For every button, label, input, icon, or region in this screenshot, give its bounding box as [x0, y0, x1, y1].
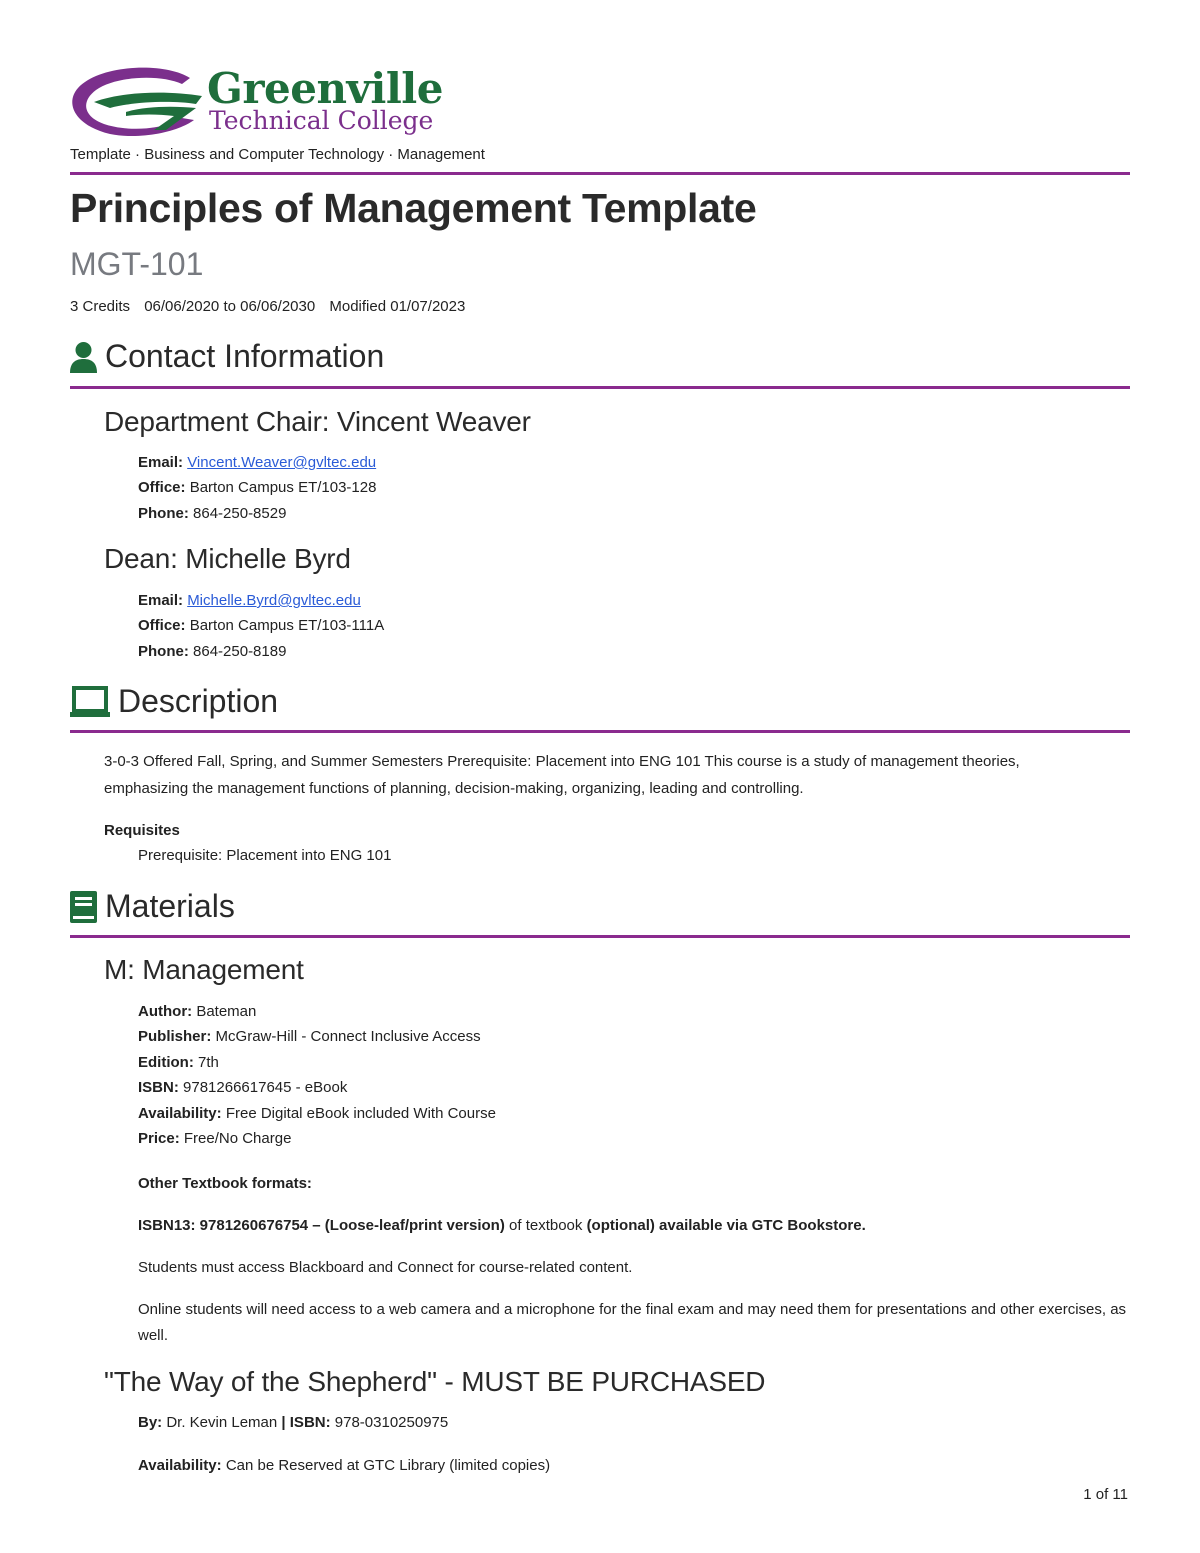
chair-office-row [138, 475, 376, 500]
book1-heading: M: Management [104, 954, 304, 985]
author: Bateman [196, 1003, 257, 1020]
book2-heading: "The Way of the Shepherd" - MUST BE PURCHASED [104, 1366, 766, 1397]
page-title: Principles of Management Template [70, 185, 757, 231]
laptop-icon [70, 686, 110, 718]
isbn13-line [138, 1213, 1128, 1239]
book2-availability-line [138, 1453, 550, 1478]
chair-email-link[interactable]: Vincent.Weaver@gvltec.edu [187, 454, 377, 471]
availability-label: Availability: [138, 1104, 222, 1122]
publisher: McGraw-Hill - Connect Inclusive Access [215, 1028, 481, 1046]
course-meta [70, 298, 475, 315]
price-row [138, 1126, 496, 1151]
dean-office-row [138, 613, 384, 638]
materials-section-heading [70, 888, 235, 925]
requisites-text: Prerequisite: Placement into ENG 101 [138, 847, 392, 864]
phone-label: Phone: [138, 504, 189, 522]
chair-office: Barton Campus ET/103-128 [189, 479, 377, 497]
chair-phone: 864-250-8529 [193, 504, 287, 522]
price-label: Price: [138, 1130, 180, 1148]
publisher-label: Publisher: [138, 1028, 212, 1046]
isbn: 9781266617645 - eBook [183, 1079, 348, 1097]
description-divider [70, 730, 1130, 733]
book2-availability: Can be Reserved at GTC Library (limited copies) [225, 1457, 551, 1474]
dean-details [138, 588, 384, 664]
logo-name-line2: Technical College [209, 106, 434, 135]
contact-divider [70, 386, 1130, 389]
book2-author-line [138, 1410, 448, 1435]
by-label: By: [138, 1414, 163, 1431]
office-label: Office: [138, 479, 186, 497]
contact-heading-text: Contact Information [105, 338, 385, 374]
availability-row [138, 1101, 496, 1126]
author-label: Author: [138, 1003, 193, 1020]
isbn13-bold: ISBN13: 9781260676754 – (Loose-leaf/print version) [138, 1217, 505, 1234]
book2-author: Dr. Kevin Leman [162, 1414, 278, 1431]
price: Free/No Charge [183, 1130, 292, 1148]
breadcrumb: Template · Business and Computer Technology · Management [70, 146, 485, 163]
date-range: 06/06/2020 to 06/06/2030 [144, 298, 316, 315]
isbn-row [138, 1075, 496, 1100]
email-label: Email: [138, 592, 184, 609]
materials-heading-text: Materials [105, 888, 235, 924]
isbn-label: ISBN: [138, 1079, 179, 1097]
author-row [138, 999, 496, 1024]
edition-label: Edition: [138, 1053, 194, 1071]
dean-heading: Dean: Michelle Byrd [104, 543, 351, 574]
description-section-heading [70, 683, 278, 720]
book1-details [138, 999, 496, 1151]
dean-office: Barton Campus ET/103-111A [189, 617, 385, 635]
requisites-label: Requisites [104, 822, 180, 839]
dean-email-link[interactable]: Michelle.Byrd@gvltec.edu [187, 592, 361, 609]
description-heading-text: Description [118, 683, 279, 719]
office-label: Office: [138, 617, 186, 635]
phone-label: Phone: [138, 642, 189, 660]
description-text: 3-0-3 Offered Fall, Spring, and Summer Semesters Prerequisite: Placement into ENG 101 This course is a study of management theories, emphasizing the management functions of planning, decision-making, organizing, leading and controlling. [104, 753, 1020, 797]
note-blackboard: Students must access Blackboard and Connect for course-related content. [138, 1259, 633, 1276]
logo-name-line1: Greenville [207, 64, 443, 113]
credits: 3 Credits [70, 298, 131, 315]
chair-details [138, 450, 376, 526]
isbn13-bold2: (optional) available via GTC Bookstore. [586, 1217, 866, 1234]
email-label: Email: [138, 454, 184, 471]
contact-section-heading [70, 338, 384, 375]
publisher-row [138, 1024, 496, 1049]
edition-row [138, 1050, 496, 1075]
isbn13-mid: of textbook [504, 1217, 587, 1234]
dean-email-row [138, 588, 384, 613]
chair-phone-row [138, 501, 376, 526]
college-logo [70, 66, 460, 140]
other-formats-label: Other Textbook formats: [138, 1175, 312, 1192]
course-code: MGT-101 [70, 246, 204, 282]
user-icon [70, 341, 97, 373]
book2-isbn-label: | ISBN: [277, 1414, 331, 1431]
header-divider [70, 172, 1130, 175]
note-online-students: Online students will need access to a web camera and a microphone for the final exam and may need them for presentations and other exercises, as well. [138, 1301, 1127, 1344]
materials-divider [70, 935, 1130, 938]
book2-isbn: 978-0310250975 [330, 1414, 449, 1431]
book2-availability-label: Availability: [138, 1457, 222, 1474]
edition: 7th [198, 1053, 219, 1071]
chair-email-row [138, 450, 376, 475]
modified-date: Modified 01/07/2023 [329, 298, 466, 315]
dean-phone-row [138, 639, 384, 664]
chair-heading: Department Chair: Vincent Weaver [104, 406, 531, 437]
logo-swoosh-icon [70, 66, 205, 140]
book-icon [70, 891, 97, 923]
availability: Free Digital eBook included With Course [225, 1104, 496, 1122]
dean-phone: 864-250-8189 [193, 642, 287, 660]
page-number: 1 of 11 [1083, 1486, 1128, 1503]
